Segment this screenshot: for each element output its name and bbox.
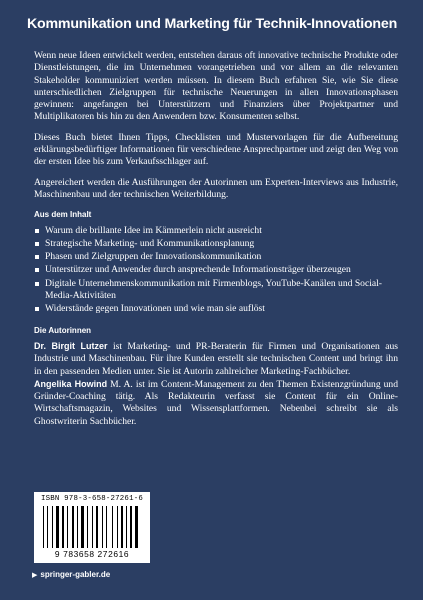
barcode-stripe [89,506,91,548]
barcode-stripe [106,506,107,548]
barcode-stripe [114,506,116,548]
isbn-number: ISBN 978-3-658-27261-6 [41,495,143,503]
barcode-stripe [133,506,134,548]
contents-item: Warum die brillante Idee im Kämmerlein nicht ausreicht [34,225,398,237]
authors-heading: Die Autorinnen [34,325,92,335]
cover-text [34,50,398,428]
barcode-stripe [77,506,78,548]
author-bio [34,340,398,378]
contents-item: Strategische Marketing- und Kommunikationsplanung [34,238,398,250]
author-bio [34,378,398,428]
barcode-stripe [65,506,66,548]
barcode-stripe [108,506,111,548]
barcode-stripe [126,506,127,548]
barcode-stripe [62,506,64,548]
barcode [34,492,150,563]
description-paragraph: Wenn neue Ideen entwickelt werden, entstehen daraus oft innovative technische Produkte oder Dienstleistungen, die im Unternehmen vorangetrieben und vor allem an die relevanten Stakeholder kommuniziert werden müssen. In diesem Buch erfahren Sie, wie Sie diese unterschiedlichen Zielgruppen für technische Neuerungen in allen Innovationsphasen gewinnen: angefangen bei Unterstützern und Finanziers über Projektpartner und Multiplikatoren bis hin zu den Anwendern bzw. Konsumenten selbst. [34,50,398,123]
barcode-stripe [69,506,71,548]
triangle-right-icon: ▶ [32,572,38,579]
barcode-stripe [72,506,74,548]
barcode-stripe [104,506,105,548]
barcode-stripe [67,506,68,548]
barcode-stripe [52,506,53,548]
barcode-stripe [121,506,123,548]
barcode-stripe [54,506,55,548]
barcode-stripe [112,506,113,548]
author-name: Angelika Howind [34,378,108,389]
barcode-stripe [139,506,140,548]
contents-item: Unterstützer und Anwender durch ansprechende Informationsträger überzeugen [34,264,398,276]
contents-heading: Aus dem Inhalt [34,210,92,220]
author-text: M. A. ist im Content-Management zu den Themen Existenzgründung und Gründer-Coaching tätig. Als Redakteurin verfasst sie Content für ein Online-Wirtschaftsmagazin, Websites und Wissensplattformen. Nebenbei schreibt sie als Ghostwriterin Sachbücher. [34,378,398,427]
barcode-stripe [87,506,88,548]
barcode-stripe [60,506,61,548]
barcode-stripe [85,506,86,548]
barcode-stripe [124,506,125,548]
author-text: ist Marketing- und PR-Beraterin für Firmen und Organisationen aus Industrie und Maschinenbau. Für ihre Kunden erstellt sie technischen Content und bringt ihn in den passenden Medien unter. Sie ist Autorin zahlreicher Marketing-Fachbücher. [34,340,398,377]
barcode-stripe [79,506,80,548]
authors-section [34,340,398,428]
barcode-stripe [94,506,95,548]
description-paragraph: Dieses Buch bietet Ihnen Tipps, Checklisten und Mustervorlagen für die Aufbereitung erklärungsbedürftiger Informationen für verschiedene Ansprechpartner und zeigt den Weg von der ersten Idee bis zum Verkaufsschlager auf. [34,131,398,168]
description-paragraph: Angereichert werden die Ausführungen der Autorinnen um Experten-Interviews aus Industrie, Maschinenbau und der technischen Weiterbildung. [34,176,398,200]
barcode-stripe [81,506,84,548]
author-name: Dr. Birgit Lutzer [34,340,108,351]
barcode-stripe [45,506,46,548]
contents-list [34,225,398,316]
barcode-stripe [56,506,59,548]
barcode-stripe [99,506,101,548]
barcode-stripe [128,506,129,548]
barcode-stripe [117,506,118,548]
barcode-stripe [92,506,93,548]
barcode-stripe [96,506,98,548]
contents-item: Digitale Unternehmenskommunikation mit Firmenblogs, YouTube-Kanälen und Social-Media-Aktivitäten [34,278,398,303]
ean-number: 9 783658 272616 [54,549,130,559]
barcode-stripe [119,506,120,548]
barcode-stripe [49,506,51,548]
barcode-stripe [75,506,76,548]
contents-item: Phasen und Zielgruppen der Innovationskommunikation [34,251,398,263]
publisher-website[interactable] [32,570,110,579]
website-label: springer-gabler.de [40,570,111,579]
barcode-stripe [43,506,44,548]
barcode-stripe [102,506,103,548]
barcode-stripe [47,506,48,548]
barcode-stripe [135,506,138,548]
book-title: Kommunikation und Marketing für Technik-Innovationen [27,16,398,32]
barcode-bars [43,506,144,548]
contents-item: Widerstände gegen Innovationen und wie man sie auflöst [34,303,398,315]
barcode-stripe [130,506,132,548]
